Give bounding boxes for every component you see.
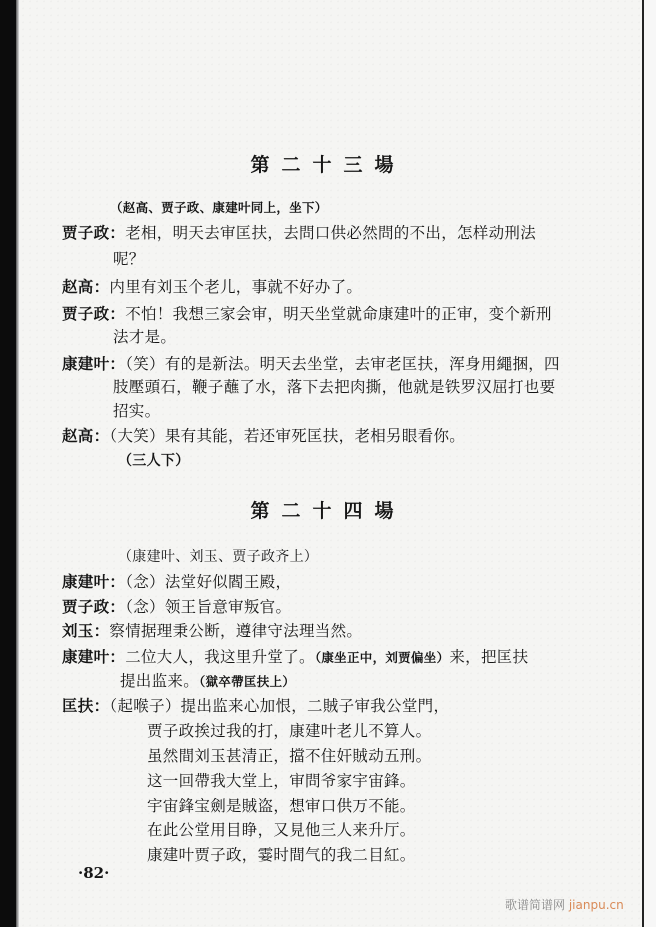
dialogue-continuation: 肢壓頭石，鞭子蘸了水，落下去把肉撕，他就是铁罗汉屈打也要 [113, 378, 556, 396]
scan-margin-right [644, 0, 656, 927]
page-number: ·82· [78, 864, 110, 882]
inline-stage-direction: （康坐正中，刘贾偏坐） [314, 650, 450, 665]
dialogue-text: 来，把匡扶 [449, 648, 529, 666]
dialogue-text: （念）领王旨意审叛官。 [125, 598, 292, 616]
dialogue-text: 不怕！我想三家会审，明天坐堂就命康建叶的正审，变个新刑 [125, 305, 552, 323]
verse-line: 虽然間刘玉甚清正，擋不住奸賊动五刑。 [147, 747, 432, 765]
verse-line: 这一回帶我大堂上，审問爷家宇宙鋒。 [147, 772, 416, 790]
dialogue-line [62, 619, 362, 641]
dialogue-text: （大笑）果有其能，若还审死匡扶，老相另眼看你。 [109, 427, 466, 445]
dialogue-line [62, 352, 560, 374]
dialogue-text: 二位大人，我这里升堂了。 [125, 648, 315, 666]
speaker-label: 赵高： [62, 277, 110, 296]
speaker-label: 贾子政： [62, 223, 126, 242]
speaker-label: 康建叶： [62, 647, 126, 666]
scene-24-stage-entry: （康建叶、刘玉、贾子政齐上） [118, 549, 319, 565]
speaker-label: 康建叶： [62, 354, 126, 373]
scan-edge-shadow [16, 0, 19, 927]
speaker-label: 贾子政： [62, 597, 126, 616]
inline-stage-direction: （獄卒帶匡扶上） [199, 674, 296, 689]
dialogue-line [62, 302, 552, 324]
site-watermark [505, 896, 624, 913]
dialogue-continuation: 法才是。 [113, 328, 177, 346]
dialogue-text: （念）法堂好似閻王殿， [125, 573, 292, 591]
dialogue-text: 内里有刘玉个老儿，事就不好办了。 [109, 278, 363, 296]
dialogue-text: 察情据理秉公断，遵律守法理当然。 [109, 622, 363, 640]
scene-24-title: 第二十四場 [250, 500, 406, 522]
dialogue-continuation: 招实。 [113, 402, 161, 420]
scene-23-title: 第二十三場 [250, 154, 406, 176]
dialogue-line [62, 221, 536, 243]
dialogue-line [62, 424, 465, 446]
dialogue-line [62, 570, 291, 592]
dialogue-text: （笑）有的是新法。明天去坐堂，去审老匡扶，浑身用繩捆，四 [125, 355, 560, 373]
dialogue-line [62, 595, 291, 617]
dialogue-continuation: 呢？ [113, 250, 145, 268]
speaker-label: 康建叶： [62, 572, 126, 591]
dialogue-text: （起喉子）提出监来心加恨，二賊子审我公堂門， [109, 697, 450, 715]
dialogue-text: 老相，明天去审匡扶，去問口供必然問的不出，怎样动刑法 [125, 224, 537, 242]
speaker-label: 赵高： [62, 426, 110, 445]
dialogue-text: 提出监来。 [120, 672, 200, 690]
dialogue-line [62, 694, 449, 716]
verse-line: 贾子政挨过我的打，康建叶老儿不算人。 [147, 722, 432, 740]
scene-23-stage-entry: （赵高、贾子政、康建叶同上，坐下） [110, 200, 328, 215]
speaker-label: 贾子政： [62, 304, 126, 323]
scene-23-stage-exit: （三人下） [118, 453, 190, 469]
watermark-cn: 歌谱简谱网 [505, 898, 566, 912]
dialogue-line [62, 275, 362, 297]
speaker-label: 匡扶： [62, 696, 110, 715]
verse-line: 在此公堂用目睁，又見他三人来升厅。 [147, 821, 416, 839]
verse-line: 宇宙鋒宝劍是賊盗，想审口供万不能。 [147, 797, 416, 815]
scan-edge-left [0, 0, 16, 927]
dialogue-continuation [120, 669, 295, 691]
speaker-label: 刘玉： [62, 621, 110, 640]
verse-line: 康建叶贾子政，霎时間气的我二目紅。 [147, 846, 416, 864]
dialogue-line [62, 645, 528, 667]
watermark-latin: jianpu.cn [568, 898, 624, 912]
